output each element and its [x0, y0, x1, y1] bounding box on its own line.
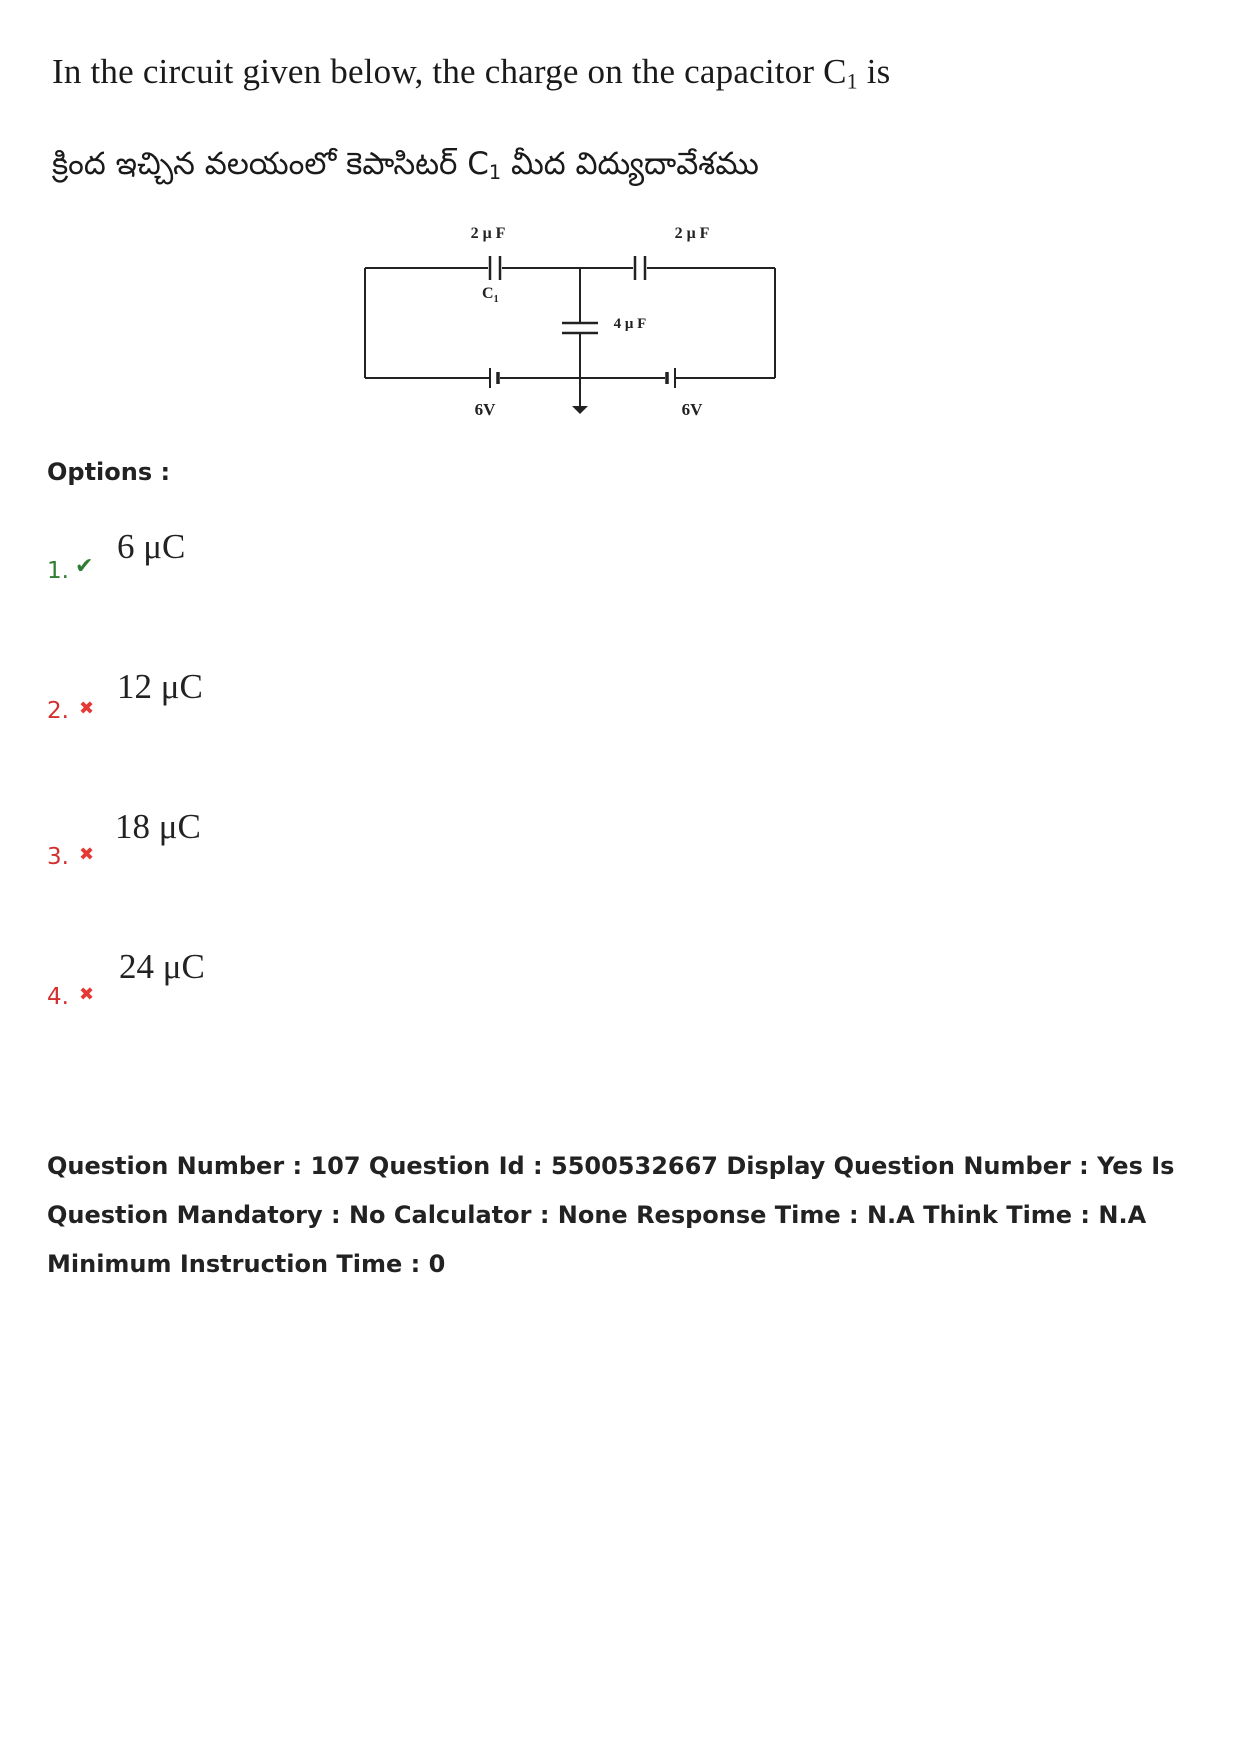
label-c-middle: 4 μ F: [613, 316, 647, 332]
question-telugu-pre: క్రింద ఇచ్చిన వలయంలో కెపాసిటర్ C: [52, 146, 489, 182]
question-telugu-post: మీద విద్యుదావేశము: [501, 146, 759, 182]
cross-icon: ✖: [79, 698, 95, 719]
question-english-subscript: 1: [846, 69, 858, 94]
battery-right: [667, 368, 675, 388]
options-heading: Options :: [47, 458, 171, 486]
question-metadata: Question Number : 107 Question Id : 5500532667 Display Question Number : Yes Is Question Mandatory : No Calculator : None Response Time : N.A Think Time : N.A Minimum Instruction Time : 0: [47, 1152, 1175, 1278]
option-number: 2.: [47, 698, 69, 724]
cross-icon: ✖: [79, 984, 95, 1005]
battery-left: [490, 368, 498, 388]
question-telugu-subscript: 1: [488, 160, 502, 184]
question-english-post: is: [857, 52, 891, 91]
checkmark-icon: ✔: [75, 554, 94, 579]
question-text-telugu: [52, 146, 759, 189]
capacitor-middle: [562, 323, 598, 333]
option-text: 6 μC: [117, 527, 186, 566]
option-text: 24 μC: [119, 947, 205, 986]
label-c1: $C_1$: [482, 285, 499, 305]
question-text-english: [52, 52, 890, 94]
option-2[interactable]: [47, 662, 447, 742]
option-number: 4.: [47, 984, 69, 1010]
option-text: 12 μC: [117, 667, 203, 706]
option-number: 3.: [47, 844, 69, 870]
label-c-top-right: 2 μ F: [674, 225, 710, 242]
option-1[interactable]: [47, 522, 447, 602]
label-battery-left: 6V: [474, 400, 496, 419]
ground-symbol: [572, 406, 588, 414]
option-4[interactable]: [47, 942, 447, 1022]
option-number: 1.: [47, 558, 69, 584]
capacitor-c1: [490, 256, 500, 280]
question-english-pre: In the circuit given below, the charge on the capacitor C: [52, 52, 847, 91]
circuit-diagram: [340, 218, 800, 433]
option-3[interactable]: [47, 802, 447, 882]
label-c-top-left: 2 μ F: [470, 225, 506, 242]
label-battery-right: 6V: [681, 400, 703, 419]
cross-icon: ✖: [79, 844, 95, 865]
option-text: 18 μC: [115, 807, 201, 846]
capacitor-top-right: [635, 256, 645, 280]
